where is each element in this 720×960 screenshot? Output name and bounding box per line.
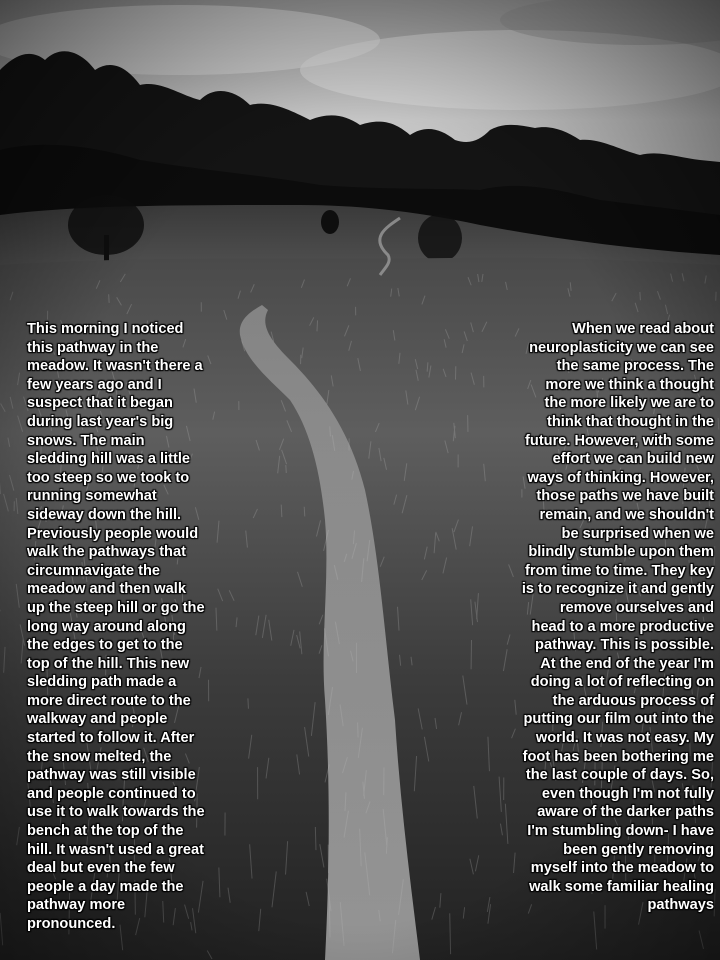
left-paragraph: This morning I noticed this pathway in the meadow. It wasn't there a few years ago and I suspect that it began during last year's big snows. The main sledding hill was a little too steep so we took to running somewhat sideway down the hill. Previously people would walk the pathways that circumnavigate the meadow and then walk up the steep hill or go the long way around along the edges to get to the top of the hill. This new sledding path made a more direct route to the walkway and people started to follow it. After the snow melted, the pathway was still visible and people continued to use it to walk towards the bench at the top of the hill. It wasn't used a great deal but even the few people a day made the pathway more pronounced. xyxy=(27,321,205,932)
right-paragraph: When we read about neuroplasticity we can see the same process. The more we think a thought the more likely we are to think that thought in the future. However, with some effort we can build new ways of thinking. However, those paths we have built remain, and we shouldn't be surprised when we blindly stumble upon them from time to time. They key is to recognize it and gently remove ourselves and head to a more productive pathway. This is possible. At the end of the year I'm doing a lot of reflecting on the arduous process of putting our film out into the world. It was not easy. My foot has been bothering me the last couple of days. So, even though I'm not fully aware of the darker paths I'm stumbling down- I have been gently removing myself into the meadow to walk some familiar healing pathways xyxy=(521,321,714,914)
